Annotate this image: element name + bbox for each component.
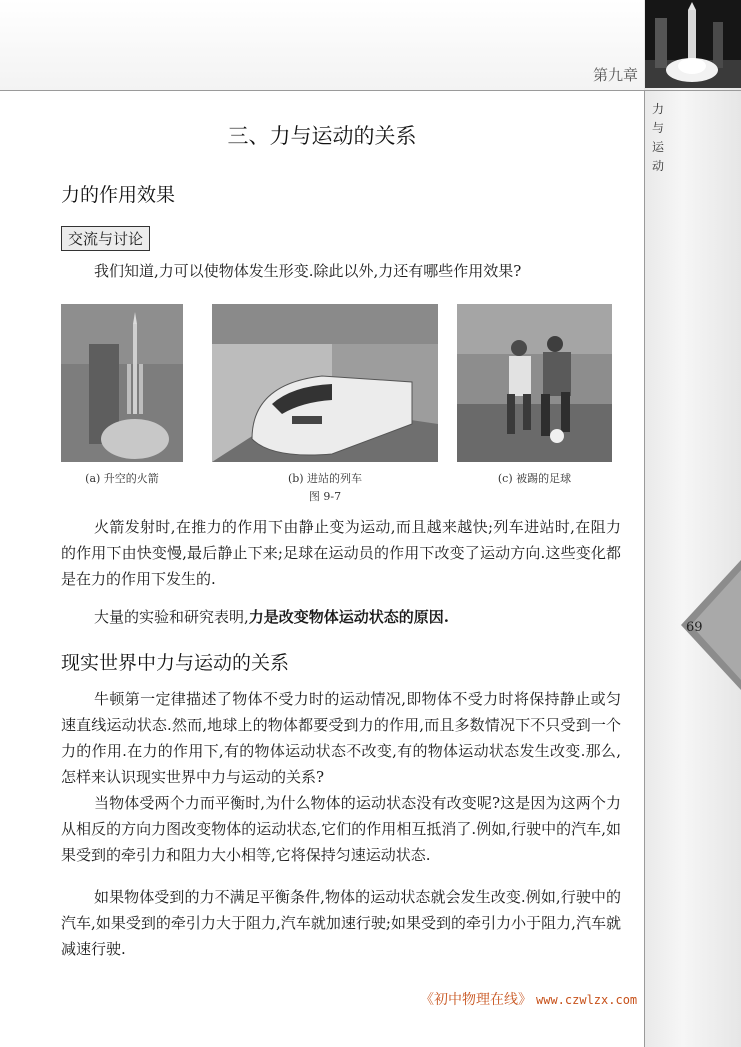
subheading-force-effects: 力的作用效果 — [61, 184, 176, 206]
caption-football: (c) 被踢的足球 — [497, 472, 572, 485]
figure-rocket — [61, 304, 183, 462]
footer-link[interactable] — [420, 989, 637, 1009]
discussion-text: 我们知道,力可以使物体发生形变.除此以外,力还有哪些作用效果? — [94, 262, 522, 280]
paragraph-force-effects: 火箭发射时,在推力的作用下由静止变为运动,而且越来越快;列车进站时,在阻力的作用下由快变慢,最后静止下来;足球在运动员的作用下改变了运动方向.这些变化都是在力的作用下发生的. — [61, 518, 621, 588]
side-chapter-title: 力与运动 — [652, 102, 665, 173]
caption-rocket: (a) 升空的火箭 — [85, 472, 159, 485]
conclusion-bold: 力是改变物体运动状态的原因. — [248, 608, 450, 626]
subheading-real-world: 现实世界中力与运动的关系 — [61, 652, 290, 674]
paragraph-unbalanced-forces: 如果物体受到的力不满足平衡条件,物体的运动状态就会发生改变.例如,行驶中的汽车,如果受到的牵引力大于阻力,汽车就加速行驶;如果受到的牵引力小于阻力,汽车就减速行驶. — [61, 888, 621, 958]
header-divider — [0, 90, 741, 91]
conclusion-sentence — [61, 604, 621, 630]
caption-train: (b) 进站的列车 — [287, 472, 363, 485]
page-number: 69 — [686, 620, 703, 635]
figure-label: 图 9-7 — [308, 490, 342, 503]
section-title: 三、力与运动的关系 — [227, 124, 417, 148]
chapter-label: 第九章 — [592, 66, 638, 84]
footer-url: www.czwlzx.com — [536, 993, 638, 1007]
paragraph-newton-first-law: 牛顿第一定律描述了物体不受力时的运动情况,即物体不受力时将保持静止或匀速直线运动状态.然而,地球上的物体都要受到力的作用,而且多数情况下不只受到一个力的作用.在力的作用下,有的物体运动状态不改变,有的物体运动状态发生改变.那么,怎样来认识现实世界中力与运动的关系? — [61, 690, 621, 786]
discussion-label: 交流与讨论 — [61, 226, 150, 251]
page-header — [0, 0, 644, 90]
footer-site-name: 《初中物理在线》 — [420, 992, 532, 1008]
figure-football — [457, 304, 612, 462]
rocket-launch-photo — [645, 0, 741, 88]
figure-train — [212, 304, 438, 462]
conclusion-prefix: 大量的实验和研究表明, — [94, 608, 249, 626]
paragraph-balanced-forces: 当物体受两个力而平衡时,为什么物体的运动状态没有改变呢?这是因为这两个力从相反的方向力图改变物体的运动状态,它们的作用相互抵消了.例如,行驶中的汽车,如果受到的牵引力和阻力大小相等,它将保持匀速运动状态. — [61, 794, 621, 864]
margin-divider — [644, 90, 645, 1047]
